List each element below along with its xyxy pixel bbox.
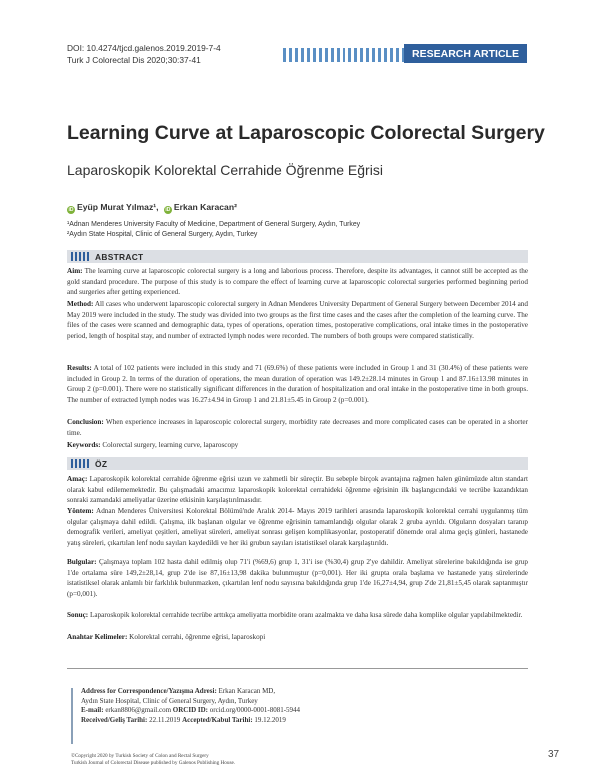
affiliation: ²Aydın State Hospital, Clinic of General Surgery, Aydın, Turkey bbox=[67, 231, 258, 238]
article-subtitle: Laparoskopik Kolorektal Cerrahide Öğrenme Eğrisi bbox=[67, 162, 383, 178]
correspondence-block: Address for Correspondence/Yazışma Adresi: Erkan Karacan MD, Aydın State Hospital, Clinic of General Surgery, Aydın, Turkey E-mail: erkan8806@gmail.com ORCID ID: orcid.org/0000-0001-8081-5944 Received/Geliş Tarihi: 22.11.2019 Accepted/Kabul Tarihi: 19.12.2019 bbox=[81, 687, 301, 725]
orcid-icon[interactable]: iD bbox=[68, 207, 74, 213]
abstract-keywords: Keywords: Colorectal surgery, learning curve, laparoscopy bbox=[67, 441, 239, 449]
affiliation: ¹Adnan Menderes University Faculty of Medicine, Department of General Surgery, Aydın, Turkey bbox=[67, 221, 361, 228]
copyright-notice: ©Copyright 2020 by Turkish Society of Colon and Rectal Surgery Turkish Journal of Colorectal Disease published by Galenos Publishing House. bbox=[71, 753, 236, 766]
abstract-heading-bar bbox=[67, 250, 528, 263]
page-number: 37 bbox=[548, 749, 560, 760]
author-name: Erkan Karacan² bbox=[173, 202, 237, 212]
oz-yontem: Yöntem: Adnan Menderes Üniversitesi Kolorektal Bölümü'nde Aralık 2014- Mayıs 2019 tarihleri arasında laparoskopik kolorektal cerrahi uygulanmış tüm olgular çalışmaya dahil edildi. Çalışma, ilk başlanan olgular ve öğrenme eğrisinin tamamlandığı olgular olarak 2 gruba ayrıldı. Olguların dosyaları taranıp demografik verileri, ameliyat çeşitleri, ameliyat süreleri, ameliyat sonrası gelişen komplikasyonlar, postoperatif dönemde oral alıma geçiş günleri, hastanede yatış süreleri, çıkartılan lenf nodu sayıları kaydedildi ve her iki grubun sayıları istatistiksel olarak karşılaştırıldı. bbox=[67, 507, 529, 548]
journal-reference: Turk J Colorectal Dis 2020;30:37-41 bbox=[67, 55, 201, 65]
email-link[interactable]: erkan8806@gmail.com bbox=[105, 706, 172, 715]
section-marker bbox=[71, 252, 89, 261]
article-type-badge: RESEARCH ARTICLE bbox=[404, 44, 527, 63]
oz-heading-bar bbox=[67, 457, 528, 470]
section-marker bbox=[71, 459, 89, 468]
orcid-icon[interactable]: iD bbox=[165, 207, 171, 213]
oz-anahtar-kelimeler: Anahtar Kelimeler: Kolorektal cerrahi, öğrenme eğrisi, laparoskopi bbox=[67, 633, 266, 641]
abstract-conclusion: Conclusion: When experience increases in laparoscopic colorectal surgery, morbidity rate decreases and more complicated cases can be operated in a shorter time. bbox=[67, 418, 528, 437]
abstract-aim: Aim: The learning curve at laparoscopic colorectal surgery is a long and laborious process. Therefore, despite its advantages, it cannot still be accepted as the gold standard procedure. The purpose of this study is to compare the effect of learning curve at laparoscopic colorectal surgeries performed beginning period and surgeries after getting experienced. bbox=[67, 267, 529, 297]
orcid-link[interactable]: orcid.org/0000-0001-8081-5944 bbox=[209, 706, 301, 715]
correspondence-marker bbox=[71, 688, 73, 744]
section-divider bbox=[67, 668, 528, 669]
header-stripes bbox=[283, 48, 405, 62]
oz-amac: Amaç: Laparoskopik kolorektal cerrahide öğrenme eğrisi uzun ve zahmetli bir süreçtir. Bu sebeple birçok avantajına rağmen halen günümüzde altın standart olarak kabul edilememektedir. Bu çalışmadaki amacımız laparoskopik kolorektal cerrahideki öğrenme eğrisinin ilk başlangıcındaki ve tecrübe kazandıktan sonraki zamandaki ameliyatlar üzerine etkisinin karşılaştırılmasıdır. bbox=[67, 475, 528, 505]
article-title: Learning Curve at Laparoscopic Colorectal Surgery bbox=[67, 122, 545, 144]
author-list bbox=[67, 202, 237, 214]
oz-bulgular: Bulgular: Çalışmaya toplam 102 hasta dahil edilmiş olup 71'i (%69,6) grup 1, 31'i ise (%30,4) grup 2'ye dahildir. Ameliyat sürelerine bakıldığında ise grup 1'de ortalama süre 149,2±28,14, grup 2'de ise 87,16±13,98 dakika bulunmuştur (p=0,001). Her iki grupta orala başlama ve hastanede yatış sürelerinde istatistiksel olarak anlamlı bir farklılık bulunmazken, çıkartılan lenf nodu sayısına bakıldığında grup 1'de 16,27±4,94, grup 2'de 21,81±5,45 olarak saptanmıştır (p=0,001). bbox=[67, 558, 528, 599]
abstract-results: Results: A total of 102 patients were included in this study and 71 (69.6%) of these patients were included in Group 1 and 31 (30.4%) of these patients were included in Group 2. In terms of the duration of operations, the mean duration of operation was 149.2±28.14 minutes in Group 1 and 87.16±13.98 minutes in Group 2 (p=0.001). There were no statistically significant differences in the duration of hospitalization and oral intake in the postoperative time in both groups. The number of extracted lymph nodes was 16.27±4.94 in Group 1 and 21.81±5.45 in Group 2 (p=0.001). bbox=[67, 364, 528, 405]
oz-heading: ÖZ bbox=[95, 458, 108, 469]
doi-line: DOI: 10.4274/tjcd.galenos.2019.2019-7-4 bbox=[67, 43, 221, 53]
author-name: Eyüp Murat Yılmaz¹, bbox=[77, 202, 159, 212]
abstract-method: Method: All cases who underwent laparoscopic colorectal surgery in Adnan Menderes University Department of General Surgery between December 2014 and May 2019 were included in the study. The study was divided into two groups as the first time cases and the cases after the completion of the learning curve. The files of the cases were scanned and demographic data, types of operations, operation times, postoperative complications, oral intake times in the postoperative period, length of hospital stay, and number of extracted lymph nodes were recorded. The numbers of both groups were compared statistically. bbox=[67, 300, 528, 341]
oz-sonuc: Sonuç: Laparoskopik kolorektal cerrahide tecrübe arttıkça ameliyatta morbidite oranı azalmakta ve daha kısa sürede daha komplike olgular yapılabilmektedir. bbox=[67, 611, 523, 619]
abstract-heading: ABSTRACT bbox=[95, 251, 144, 262]
